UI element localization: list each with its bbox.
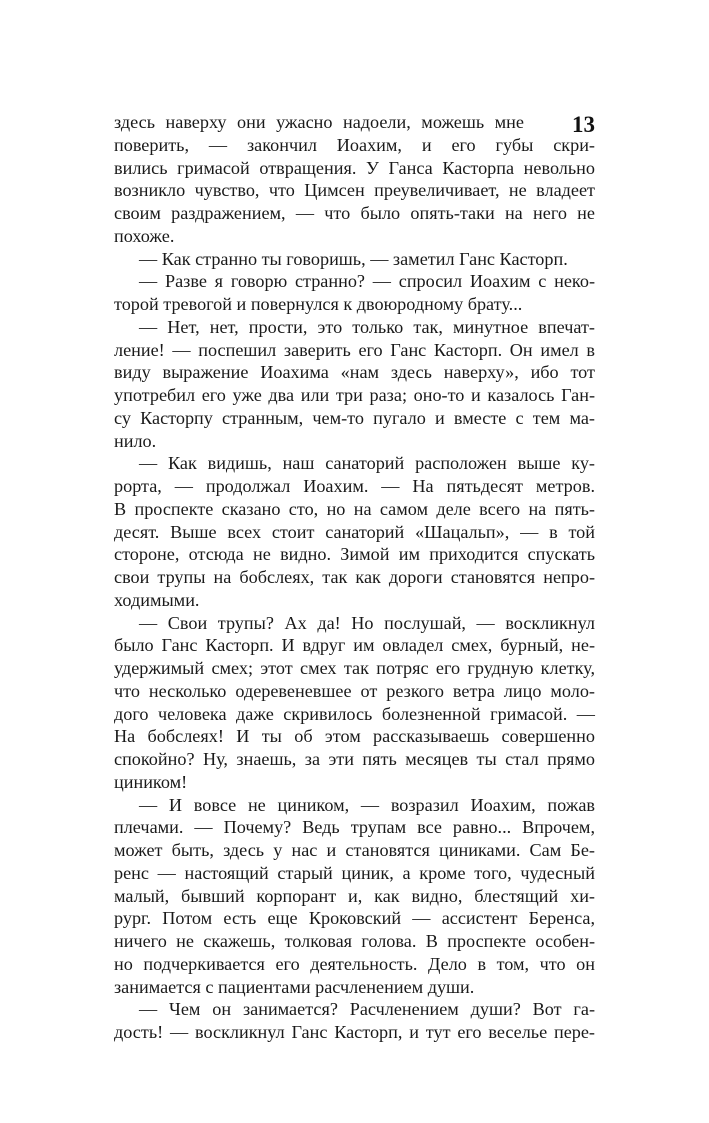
text-line: нило.: [114, 430, 157, 451]
body-text: [114, 111, 595, 1044]
text-line: десят. Выше всех стоит санаторий «Шацальп», — в той: [114, 521, 595, 542]
text-line: дого человека даже скривилось болезненной гримасой. —: [114, 703, 595, 724]
text-line: употребил его уже два или три раза; оно-то и казалось Ган-: [114, 385, 595, 405]
text-line: — Чем он занимается? Расчленением души? Вот га-: [139, 999, 595, 1020]
text-line: На бобслеях! И ты об этом рассказываешь совершенно: [114, 726, 595, 747]
page-number: 13: [572, 112, 595, 137]
text-line: удержимый смех; этот смех так потряс его грудную клетку,: [114, 658, 595, 678]
text-line: возникло чувство, что Цимсен преувеличивает, не владеет: [114, 180, 595, 201]
text-line: что несколько одеревеневшее от резкого ветра лицо моло-: [114, 680, 595, 701]
text-line: су Касторпу странным, чем-то пугало и вместе с тем ма-: [114, 407, 595, 428]
text-line: — Свои трупы? Ах да! Но послушай, — воскликнул: [139, 612, 595, 633]
text-line: торой тревогой и повернулся к двоюродному брату...: [114, 294, 523, 314]
text-line: спокойно? Ну, знаешь, за эти пять месяцев ты стал прямо: [114, 749, 595, 769]
text-line: малый, бывший корпорант и, как видно, блестящий хи-: [114, 885, 595, 906]
text-line: — Как странно ты говоришь, — заметил Ганс Касторп.: [139, 248, 568, 269]
text-line: стороне, отсюда не видно. Зимой им приходится спускать: [114, 544, 595, 565]
text-line: плечами. — Почему? Ведь трупам все равно... Впрочем,: [114, 817, 595, 838]
text-line: — Разве я говорю странно? — спросил Иоахим с неко-: [139, 271, 595, 292]
text-line: рург. Потом есть еще Кроковский — ассистент Беренса,: [114, 908, 595, 929]
text-line: занимается с пациентами расчленением души.: [114, 976, 475, 997]
text-line: своим раздражением, — что было опять-таки на него не: [114, 203, 595, 223]
text-line: ничего не скажешь, толковая голова. В проспекте особен-: [114, 931, 595, 951]
text-line: виду выражение Иоахима «нам здесь наверху», ибо тот: [114, 362, 595, 383]
text-line: циником!: [114, 771, 188, 792]
text-line: — Как видишь, наш санаторий расположен выше ку-: [139, 453, 595, 474]
text-line: может быть, здесь у нас и становятся циниками. Сам Бе-: [114, 840, 595, 860]
text-line: здесь наверху они ужасно надоели, можешь мне: [114, 112, 524, 132]
text-line: было Ганс Касторп. И вдруг им овладел смех, бурный, не-: [114, 635, 595, 656]
text-line: но подчеркивается его деятельность. Дело в том, что он: [114, 953, 595, 974]
text-line: ренс — настоящий старый циник, а кроме того, чудесный: [114, 862, 595, 883]
text-line: вились гримасой отвращения. У Ганса Касторпа невольно: [114, 157, 595, 178]
text-line: — Нет, нет, прости, это только так, минутное впечат-: [139, 316, 595, 337]
text-line: поверить, — закончил Иоахим, и его губы скри-: [114, 134, 595, 155]
text-line: свои трупы на бобслеях, так как дороги становятся непро-: [114, 567, 595, 587]
text-line: В проспекте сказано сто, но на самом деле всего на пять-: [114, 498, 595, 519]
text-line: дость! — воскликнул Ганс Касторп, и тут его веселье пере-: [114, 1022, 595, 1042]
text-line: — И вовсе не циником, — возразил Иоахим, пожав: [139, 794, 595, 815]
text-line: похоже.: [114, 225, 175, 246]
text-line: рорта, — продолжал Иоахим. — На пятьдесят метров.: [114, 476, 595, 496]
text-line: ходимыми.: [114, 589, 200, 610]
text-line: ление! — поспешил заверить его Ганс Касторп. Он имел в: [114, 339, 595, 360]
